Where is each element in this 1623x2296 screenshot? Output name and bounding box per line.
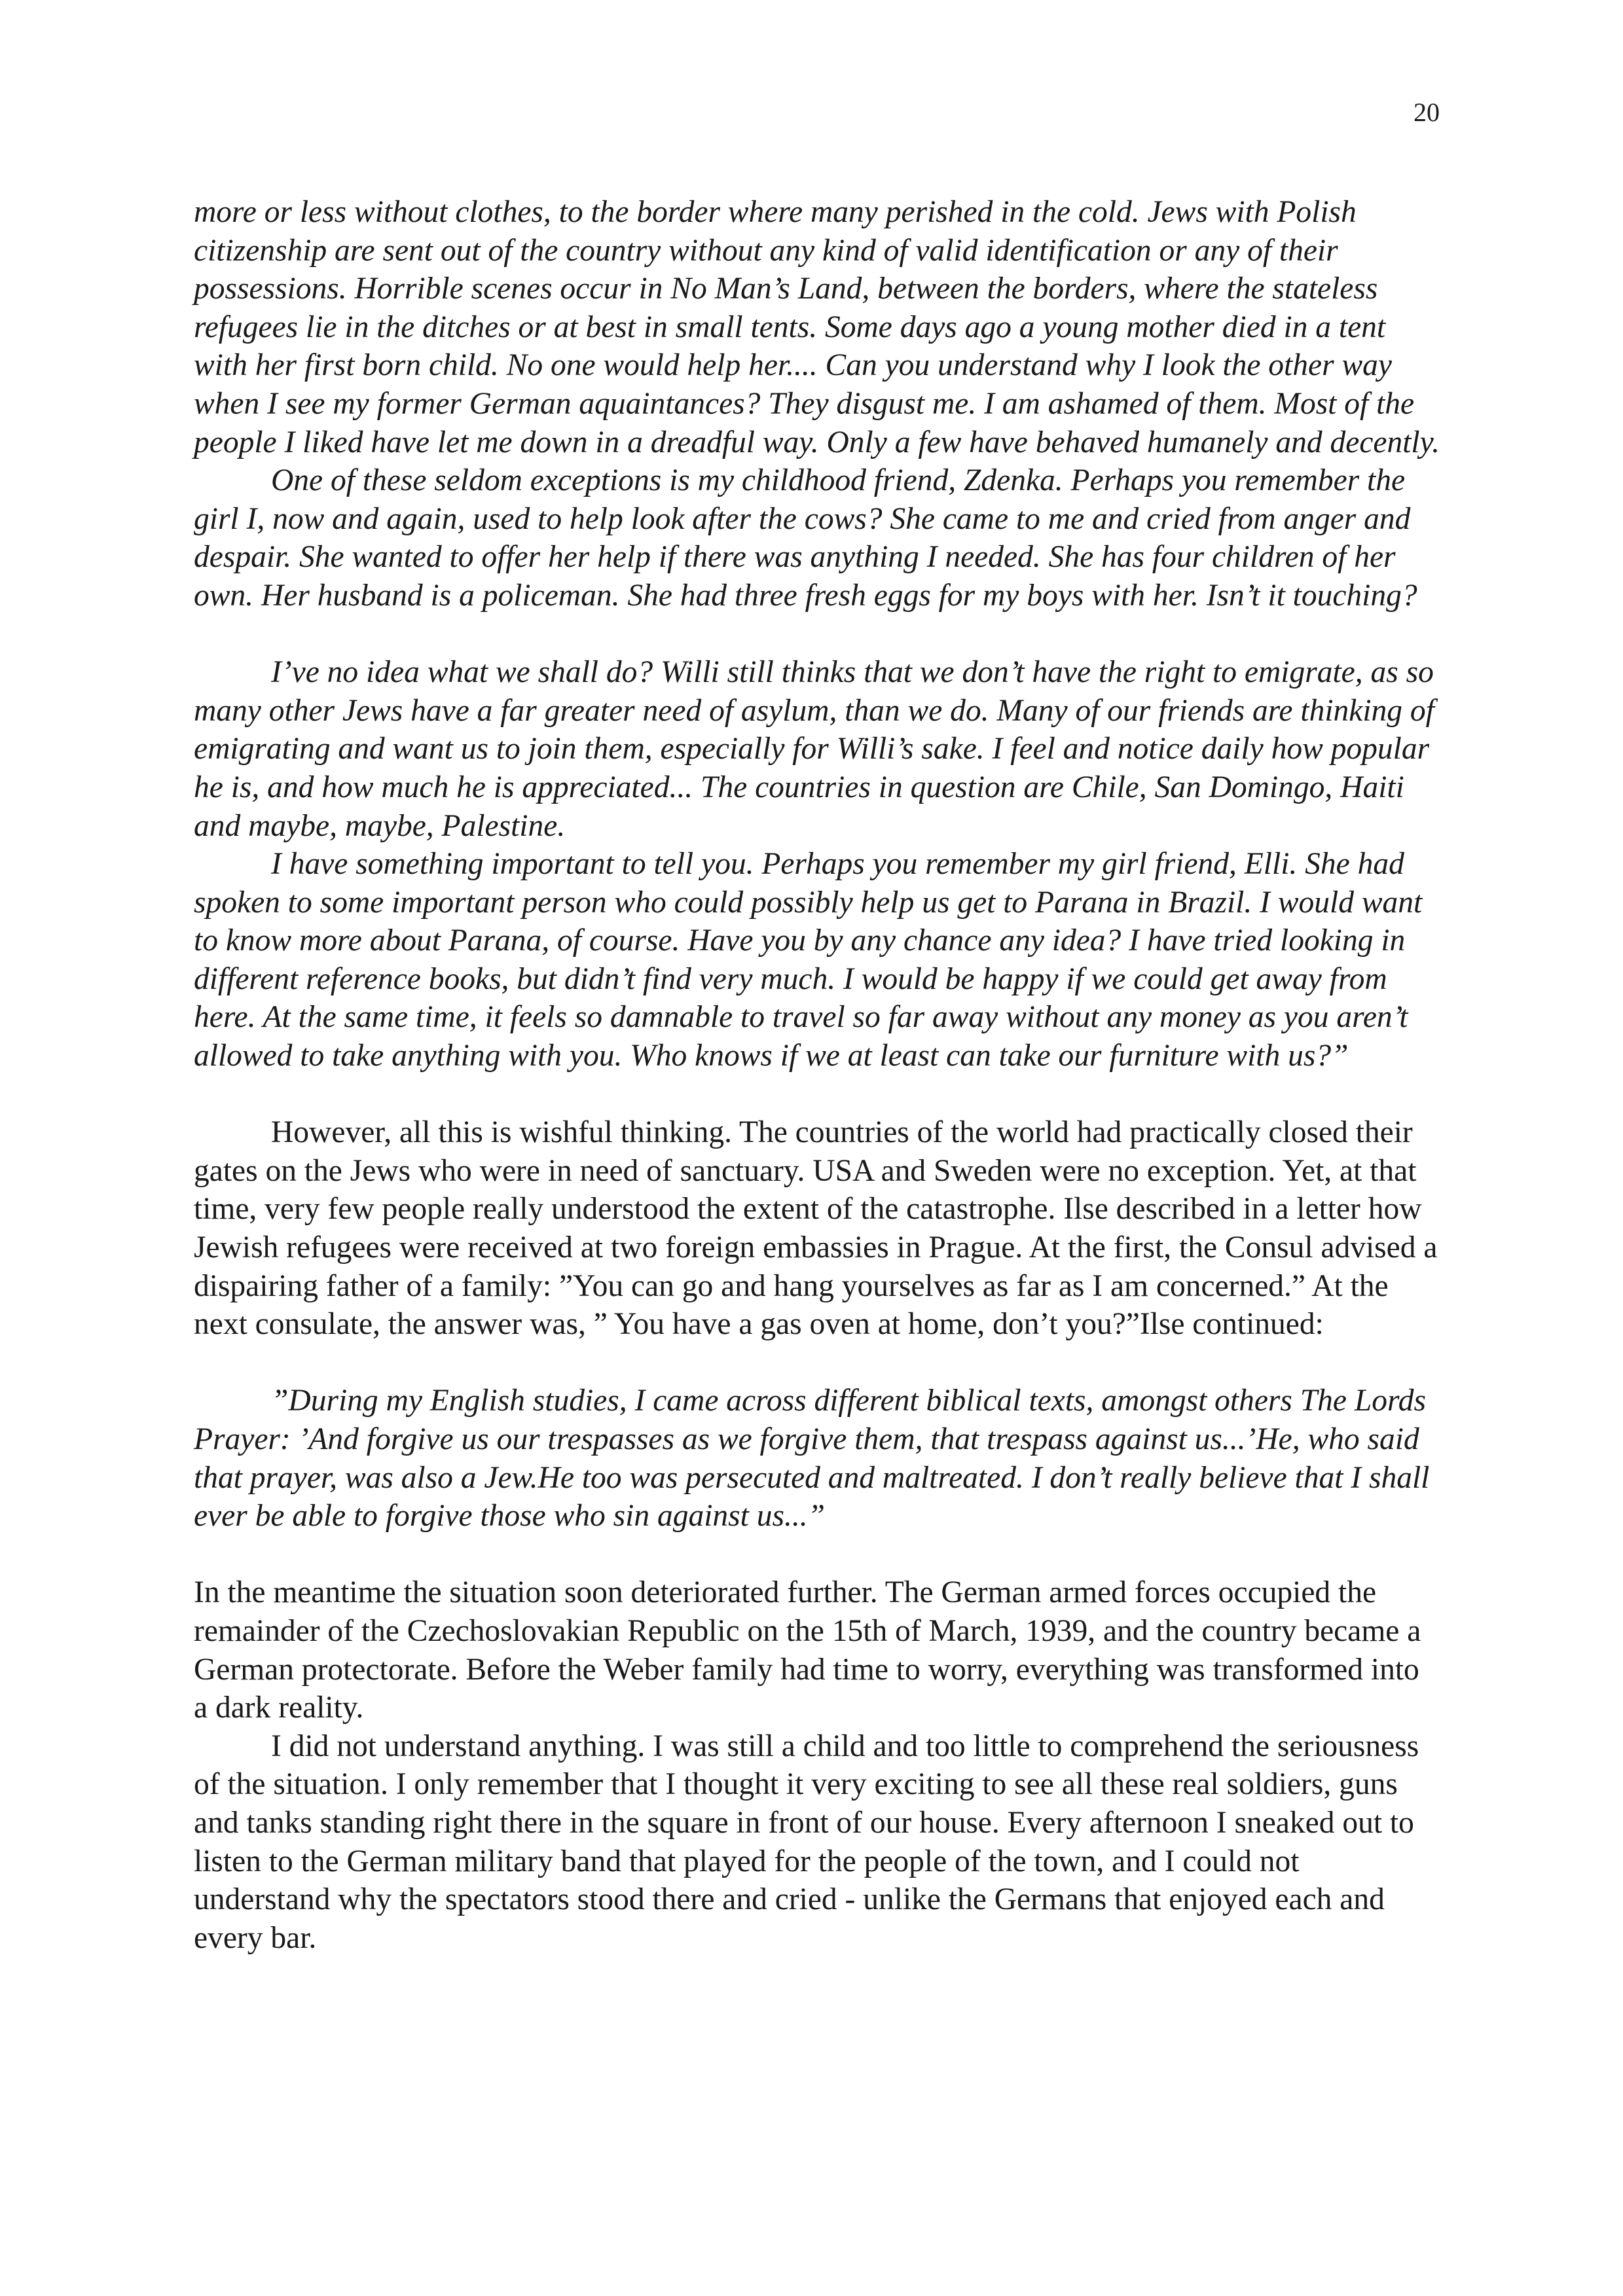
letter-paragraph-5: ”During my English studies, I came across different biblical texts, amongst others The Lords Prayer: ’And forgive us our trespasses as we forgive them, that trespass against us...’He, who said that prayer, was also a Jew.He too was persecuted and maltreated. I don’t really believe that I shall ever be able to forgive those who sin against us...”: [194, 1384, 1430, 1534]
letter-paragraph-4: I have something important to tell you. Perhaps you remember my girl friend, Elli. She had spoken to some important person who could possibly help us get to Parana in Brazil. I would want to know more about Parana, of course. Have you by any chance any idea? I have tried looking in different reference books, but didn’t find very much. I would be happy if we could get away from here. At the same time, it feels so damnable to travel so far away without any money as you aren’t allowed to take anything with you. Who knows if we at least can take our furniture with us?”: [194, 847, 1423, 1073]
narrative-paragraph-3: I did not understand anything. I was still a child and too little to comprehend the seriousness of the situation. I only remember that I thought it very exciting to see all these real soldiers, guns and tanks standing right there in the square in front of our house. Every afternoon I sneaked out to listen to the German military band that played for the people of the town, and I could not understand why the spectators stood there and cried - unlike the Germans that enjoyed each and every bar.: [194, 1729, 1419, 1955]
letter-paragraph-2: One of these seldom exceptions is my childhood friend, Zdenka. Perhaps you remember the girl I, now and again, used to help look after the cows? She came to me and cried from anger and despair. She wanted to offer her help if there was anything I needed. She has four children of her own. Her husband is a policeman. She had three fresh eggs for my boys with her. Isn’t it touching?: [194, 463, 1417, 613]
letter-paragraph-3: I’ve no idea what we shall do? Willi still thinks that we don’t have the right to emigrate, as so many other Jews have a far greater need of asylum, than we do. Many of our friends are thinking of emigrating and want us to join them, especially for Willi’s sake. I feel and notice daily how popular he is, and how much he is appreciated... The countries in question are Chile, San Domingo, Haiti and maybe, maybe, Palestine.: [194, 655, 1434, 843]
page-number: 20: [1413, 98, 1440, 127]
narrative-paragraph-2: In the meantime the situation soon deteriorated further. The German armed forces occupied the remainder of the Czechoslovakian Republic on the 15th of March, 1939, and the country became a German protectorate. Before the Weber family had time to worry, everything was transformed into a dark reality.: [194, 1575, 1421, 1725]
text-body: [194, 193, 1440, 1957]
narrative-paragraph-1: However, all this is wishful thinking. The countries of the world had practically closed their gates on the Jews who were in need of sanctuary. USA and Sweden were no exception. Yet, at that time, very few people really understood the extent of the catastrophe. Ilse described in a letter how Jewish refugees were received at two foreign embassies in Prague. At the first, the Consul advised a dispairing father of a family: ”You can go and hang yourselves as far as I am concerned.” At the next consulate, the answer was, ” You have a gas oven at home, don’t you?”Ilse continued:: [194, 1115, 1438, 1342]
letter-paragraph-1: more or less without clothes, to the border where many perished in the cold. Jews with Polish citizenship are sent out of the country without any kind of valid identification or any of their possessions. Horrible scenes occur in No Man’s Land, between the borders, where the stateless refugees lie in the ditches or at best in small tents. Some days ago a young mother died in a tent with her first born child. No one would help her.... Can you understand why I look the other way when I see my former German aquaintances? They disgust me. I am ashamed of them. Most of the people I liked have let me down in a dreadful way. Only a few have behaved humanely and decently.: [194, 195, 1440, 459]
